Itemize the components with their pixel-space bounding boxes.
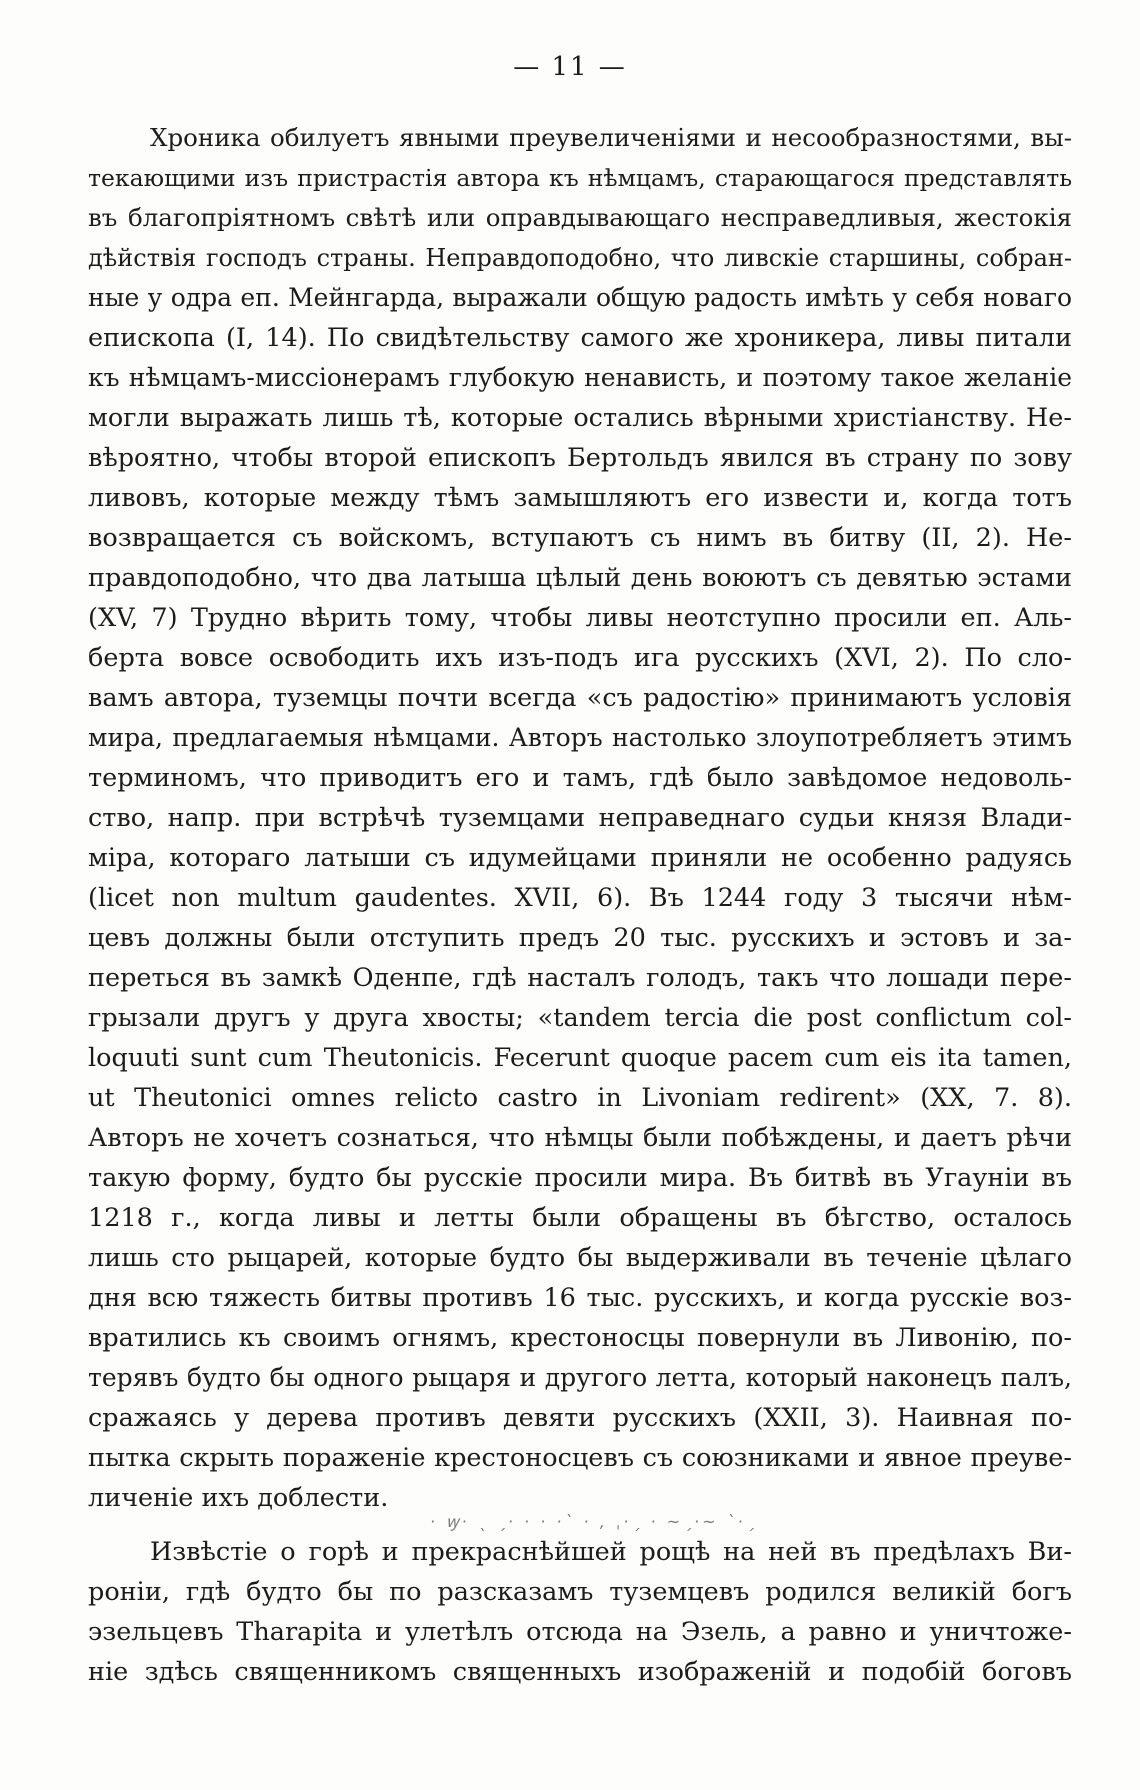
page-number: — 11 — — [513, 52, 627, 82]
text-line: могли выражать лишь тѣ, которые остались вѣрными христіанству. Не- — [88, 403, 1072, 433]
text-line: вратились къ своимъ огнямъ, крестоносцы повернули въ Ливонію, по- — [88, 1323, 1072, 1353]
text-line: мира, предлагаемыя нѣмцами. Авторъ настолько злоупотребляетъ этимъ — [88, 723, 1072, 752]
text-line: вѣроятно, чтобы второй епископъ Бертольдъ явился въ страну по зову — [88, 443, 1072, 473]
text-line: пытка скрыть пораженіе крестоносцевъ съ союзниками и явное преуве- — [88, 1443, 1072, 1473]
text-line: текающими изъ пристрастія автора къ нѣмцамъ, старающагося представлять — [88, 164, 1072, 192]
text-line: терявъ будто бы одного рыцаря и другого летта, который наконецъ палъ, — [88, 1363, 1072, 1392]
text-line: міра, котораго латыши съ идумейцами приняли не особенно радуясь — [88, 843, 1072, 873]
text-line: Извѣстіе о горѣ и прекраснѣйшей рощѣ на ней въ предѣлахъ Ви- — [150, 1537, 1072, 1567]
text-line: ніе здѣсь священникомъ священныхъ изображеній и подобій боговъ — [88, 1657, 1072, 1687]
text-line: ut Theutonici omnes relicto castro in Livoniam redirent» (XX, 7. 8). — [88, 1083, 1072, 1113]
text-line: дня всю тяжесть битвы противъ 16 тыс. русскихъ, и когда русскіе воз- — [88, 1283, 1072, 1313]
text-line: ливовъ, которые между тѣмъ замышляютъ его извести и, когда тотъ — [88, 483, 1072, 513]
text-line: личеніе ихъ доблести. — [88, 1483, 389, 1513]
paragraph-2 — [88, 1532, 1072, 1692]
text-line: лишь сто рыцарей, которые будто бы выдерживали въ теченіе цѣлаго — [88, 1243, 1072, 1273]
text-line: правдоподобно, что два латыша цѣлый день воюютъ съ девятью эстами — [88, 563, 1072, 593]
text-line: ные у одра еп. Мейнгарда, выражали общую радость имѣть у себя новаго — [88, 283, 1072, 312]
text-line: къ нѣмцамъ-миссіонерамъ глубокую ненависть, и поэтому такое желаніе — [88, 363, 1072, 392]
text-line: (XV, 7) Трудно вѣрить тому, чтобы ливы неотступно просили еп. Аль- — [88, 603, 1072, 633]
text-line: 1218 г., когда ливы и летты были обращены въ бѣгство, осталось — [88, 1203, 1072, 1233]
text-line: роніи, гдѣ будто бы по разсказамъ туземцевъ родился великій богъ — [88, 1577, 1072, 1607]
text-line: возвращается съ войскомъ, вступаютъ съ нимъ въ битву (II, 2). Не- — [88, 523, 1072, 553]
text-line: цевъ должны были отступить предъ 20 тыс. русскихъ и эстовъ и за- — [88, 923, 1072, 953]
text-line: епископа (I, 14). По свидѣтельству самого же хроникера, ливы питали — [88, 323, 1072, 353]
text-line: въ благопріятномъ свѣтѣ или оправдывающаго несправедливыя, жестокія — [88, 203, 1072, 232]
text-line: сражаясь у дерева противъ девяти русскихъ (XXII, 3). Наивная по- — [88, 1403, 1072, 1433]
text-line: (licet non multum gaudentes. XVII, 6). Въ 1244 году 3 тысячи нѣм- — [88, 883, 1072, 913]
text-line: Авторъ не хочетъ сознаться, что нѣмцы были побѣждены, и даетъ рѣчи — [88, 1123, 1072, 1153]
text-line: эзельцевъ Tharapita и улетѣлъ отсюда на Эзель, а равно и уничтоже- — [88, 1617, 1072, 1647]
text-line: loquuti sunt cum Theutonicis. Fecerunt quoque pacem cum eis ita tamen, — [88, 1043, 1072, 1073]
text-line: грызали другъ у друга хвосты; «tandem tercia die post conflictum col- — [88, 1003, 1072, 1033]
text-line: вамъ автора, туземцы почти всегда «съ радостію» принимаютъ условія — [88, 683, 1072, 713]
text-line: берта вовсе освободить ихъ изъ-подъ ига русскихъ (XVI, 2). По сло- — [88, 643, 1072, 673]
text-line: переться въ замкѣ Оденпе, гдѣ насталъ голодъ, такъ что лошади пере- — [88, 963, 1072, 993]
text-line: ство, напр. при встрѣчѣ туземцами неправеднаго судьи князя Влади- — [88, 803, 1072, 833]
paragraph-1 — [88, 118, 1072, 1518]
text-line: такую форму, будто бы русскіе просили мира. Въ битвѣ въ Угауніи въ — [88, 1163, 1072, 1193]
text-line: терминомъ, что приводитъ его и тамъ, гдѣ было завѣдомое недоволь- — [88, 763, 1072, 793]
text-line: Хроника обилуетъ явными преувеличеніями и несообразностями, вы- — [150, 123, 1072, 152]
handwritten-marginalia: · ꝡ· ˎ ˏ· · · ·ˋ · , ˌ·ˏ · ~ˏ·~ ˋ·ˏ — [430, 1512, 757, 1531]
text-line: дѣйствія господъ страны. Неправдоподобно, что ливскіе старшины, собран- — [88, 244, 1072, 272]
